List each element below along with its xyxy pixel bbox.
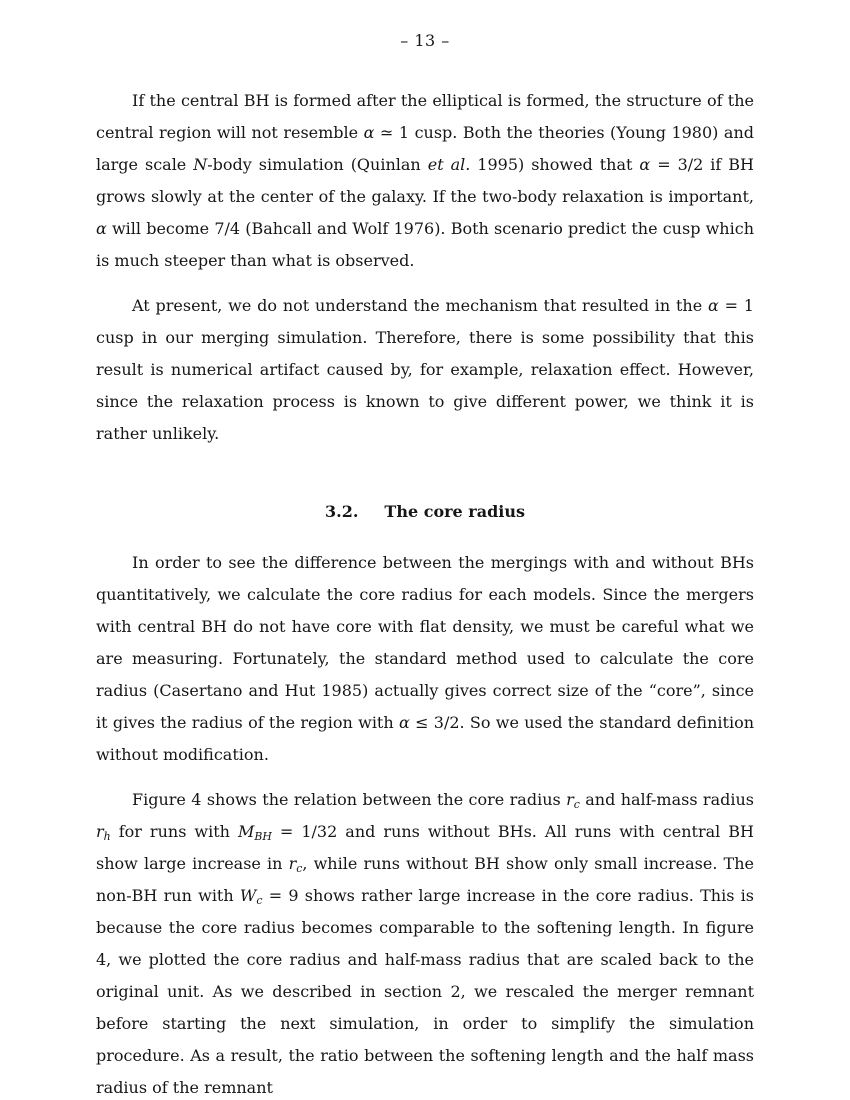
body-text: ≤ 3/2. So we used the standard definition without modification. xyxy=(96,713,755,764)
math-or-italic-text: et al. xyxy=(427,155,471,174)
math-or-italic-text: N xyxy=(193,155,208,174)
body-text: In order to see the difference between the mergings with and without BHs quantitatively, we calculate the core radius for each models. Since the mergers with central BH do not have core with flat density, we must be careful what we are measuring. Fortunately, the standard method used to calculate the core radius (Casertano and Hut 1985) actually gives correct size of the “core”, since it gives the radius of the region with xyxy=(96,553,754,732)
body-text: will become 7/4 (Bahcall and Wolf 1976). Both scenario predict the cusp which is much steeper than what is observed. xyxy=(96,219,754,270)
math-or-italic-text: W xyxy=(239,886,257,905)
paragraph-figure4-description xyxy=(96,784,754,1100)
math-or-italic-text: M xyxy=(238,822,255,841)
body-text: If the central BH is formed after the elliptical is formed, the structure of the central region will not resemble xyxy=(96,91,754,142)
math-or-italic-text: α xyxy=(96,219,107,238)
body-text: = 9 shows rather large increase in the core radius. This is because the core radius becomes comparable to the softening length. In figure 4, we plotted the core radius and half-mass radius that are scaled back to the original unit. As we described in section 2, we rescaled the merger remnant before starting the next simulation, in order to simplify the simulation procedure. As a result, the ratio between the softening length and the half mass radius of the remnant xyxy=(96,886,755,1097)
body-text: = 3/2 if BH grows slowly at the center of the galaxy. If the two-body relaxation is important, xyxy=(96,155,755,206)
math-subscript: BH xyxy=(254,830,272,844)
math-or-italic-text: α xyxy=(398,713,410,732)
body-text: -body simulation (Quinlan xyxy=(207,155,428,174)
math-or-italic-text: r xyxy=(96,822,104,841)
body-text: Figure 4 shows the relation between the core radius xyxy=(132,790,567,809)
math-or-italic-text: r xyxy=(566,790,574,809)
math-subscript: c xyxy=(296,862,303,876)
body-text: , while runs without BH show only small increase. The non-BH run with xyxy=(96,854,755,905)
body-text: = 1 cusp in our merging simulation. Therefore, there is some possibility that this result is numerical artifact caused by, for example, relaxation effect. However, since the relaxation process is known to give different power, we think it is rather unlikely. xyxy=(96,296,754,443)
section-title: The core radius xyxy=(384,502,525,521)
body-text: At present, we do not understand the mechanism that resulted in the xyxy=(132,296,708,315)
math-subscript: c xyxy=(573,798,580,812)
paragraph-core-radius-method xyxy=(96,547,754,771)
page-body xyxy=(96,85,754,1100)
paragraph-mechanism-unknown xyxy=(96,290,754,450)
body-text: for runs with xyxy=(110,822,239,841)
paragraph-central-bh-formation xyxy=(96,85,754,277)
math-or-italic-text: r xyxy=(288,854,297,873)
math-subscript: h xyxy=(103,830,111,844)
page-number: – 13 – xyxy=(400,31,450,50)
section-number: 3.2. xyxy=(325,502,359,521)
body-text: and half-mass radius xyxy=(579,790,754,809)
math-or-italic-text: α xyxy=(639,155,651,174)
body-text: = 1/32 and runs without BHs. All runs with central BH show large increase in xyxy=(96,822,755,873)
math-or-italic-text: α xyxy=(707,296,719,315)
math-subscript: c xyxy=(256,894,263,908)
math-or-italic-text: α xyxy=(363,123,375,142)
body-text: 1995) showed that xyxy=(470,155,640,174)
section-heading xyxy=(96,496,754,528)
body-text: ≃ 1 cusp. Both the theories (Young 1980) and large scale xyxy=(96,123,755,174)
